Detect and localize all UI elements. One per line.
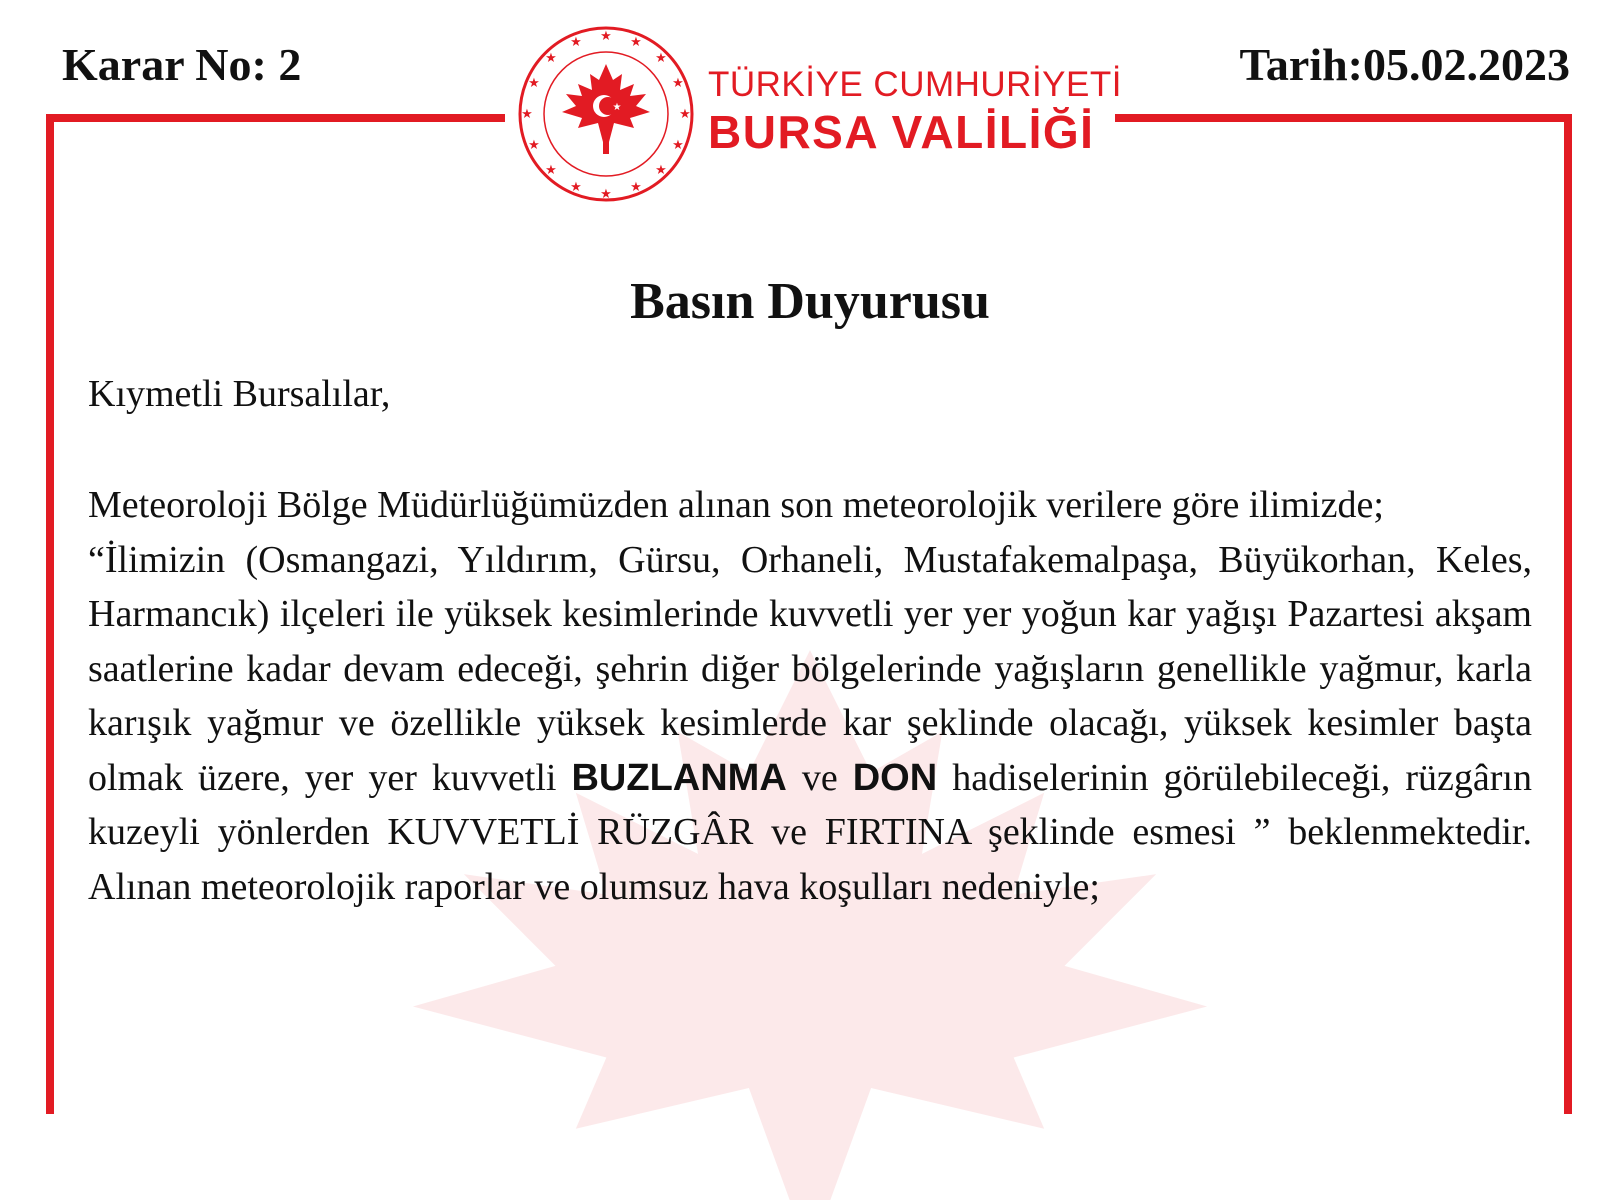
forecast-text-2: ve xyxy=(786,756,853,799)
org-line-1: TÜRKİYE CUMHURİYETİ xyxy=(708,65,1122,104)
organization-name xyxy=(708,64,1122,158)
svg-text:★: ★ xyxy=(612,102,622,113)
paragraph-intro: Meteoroloji Bölge Müdürlüğümüzden alınan son meteorolojik verilere göre ilimizde; xyxy=(88,484,1384,526)
svg-text:★: ★ xyxy=(528,138,540,153)
bursa-valiligi-emblem-icon xyxy=(516,24,696,204)
forecast-text-1: “İlimizin (Osmangazi, Yıldırım, Gürsu, Orhaneli, Mustafakemalpaşa, Büyükorhan, Keles, Harmancık) ilçeleri ile yüksek kesimlerinde kuvvetli yer yer yoğun kar yağışı Pazartesi akşam saatlerine kadar devam edeceği, şehrin diğer bölgelerinde yağışların genellikle yağmur, karla karışık yağmur ve özellikle yüksek kesimlerde kar şeklinde olacağı, yüksek kesimler başta olmak üzere, yer yer kuvvetli xyxy=(88,538,1532,799)
svg-text:★: ★ xyxy=(521,107,533,122)
svg-text:★: ★ xyxy=(570,35,582,50)
document-body xyxy=(88,478,1532,914)
svg-text:★: ★ xyxy=(630,180,642,195)
salutation: Kıymetli Bursalılar, xyxy=(88,373,391,415)
svg-text:★: ★ xyxy=(655,51,667,66)
svg-text:★: ★ xyxy=(672,76,684,91)
paragraph-forecast xyxy=(88,533,1532,915)
forecast-text-3: hadiselerinin görülebileceği, rüzgârın kuzeyli yönlerden KUVVETLİ RÜZGÂR ve FIRTINA şeklinde esmesi ” beklenmektedir. Alınan meteorolojik raporlar ve olumsuz hava koşulları nedeniyle; xyxy=(88,756,1532,908)
svg-text:★: ★ xyxy=(600,187,612,202)
decision-number: Karar No: 2 xyxy=(62,39,302,90)
svg-text:★: ★ xyxy=(630,35,642,50)
don-emphasis: DON xyxy=(852,756,938,799)
document-date: Tarih:05.02.2023 xyxy=(1239,39,1570,90)
svg-text:★: ★ xyxy=(528,76,540,91)
svg-text:★: ★ xyxy=(545,163,557,178)
svg-text:★: ★ xyxy=(545,51,557,66)
document-title: Basın Duyurusu xyxy=(630,273,990,330)
svg-text:★: ★ xyxy=(655,163,667,178)
svg-text:★: ★ xyxy=(672,138,684,153)
svg-text:★: ★ xyxy=(570,180,582,195)
svg-text:★: ★ xyxy=(600,29,612,44)
org-line-2: BURSA VALİLİĞİ xyxy=(708,106,1095,158)
buzlanma-emphasis: BUZLANMA xyxy=(571,756,787,799)
svg-text:★: ★ xyxy=(679,107,691,122)
